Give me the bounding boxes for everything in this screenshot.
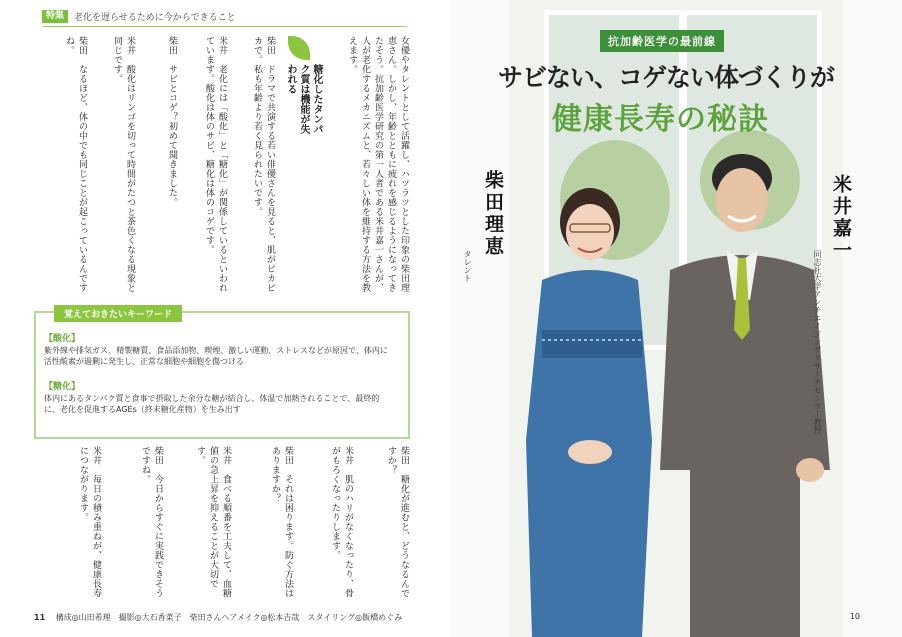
keyword-box: [34, 311, 410, 439]
curtain: [842, 0, 902, 637]
subtitle: 健康長寿の秘訣: [552, 102, 769, 137]
keyword-term: 【糖化】: [44, 382, 81, 392]
page-number: 10: [849, 612, 860, 621]
article-column: 柴田 ドラマで共演する若い俳優さんを見ると、肌がピカピカで。私も年齢より若く見られたいです。: [252, 36, 275, 293]
page-footer: [34, 612, 402, 623]
header-divider: [42, 26, 407, 27]
person-name: 米井嘉一: [830, 174, 852, 262]
keyword-definition: 体内にあるタンパク質と食事で摂取した余分な糖が結合し、体温で加熱されることで、最終的に、老化を促進するAGEs（終末糖化産物）を生み出す: [44, 394, 380, 414]
curtain: [450, 0, 510, 637]
page-header: [42, 9, 402, 23]
keyword-definition: 紫外線や排気ガス、精製糖質、食品添加物、喫煙、激しい運動、ストレスなどが原因で、体内に活性酸素が過剰に発生し、正常な細胞や細胞を傷つける: [44, 346, 388, 366]
woman-photo: [502, 180, 672, 637]
header-title: 老化を遅らせるために今からできること: [74, 12, 236, 23]
heading-text: 糖化したタンパク質は機能が失われる: [285, 64, 322, 134]
section-tag: 特集: [42, 10, 68, 23]
article-column: 米井 毎日の積み重ねが、健康長寿につながります。: [78, 446, 101, 598]
person-role: 同志社大学アンチエイジングリサーチセンター教授: [813, 250, 822, 434]
article-column: 柴田 それは困ります。防ぐ方法はありますか？: [270, 446, 293, 598]
article-column: 米井 酸化はリンゴを切って時間がたつと茶色くなる現象と同じです。: [112, 36, 135, 293]
keyword-box-title: 覚えておきたいキーワード: [54, 305, 182, 322]
article-column: 柴田 今日からすぐに実践できそうですね。: [140, 446, 163, 598]
article-column: 米井 肌のハリがなくなったり、骨がもろくなったりします。: [330, 446, 353, 598]
keyword-term: 【酸化】: [44, 334, 81, 344]
article-column: 女優やタレントとして活躍し、ハツラツとした印象の柴田理恵さん。しかし、年齢とともに疲れを感じるようになってきたそう。抗加齢医学研究の第一人者である米井嘉一さんが、人が老化するメカニズムと、若々しい体を維持する方法を教えます。: [347, 36, 409, 293]
person-name: 柴田理恵: [482, 170, 504, 258]
section-heading: [278, 36, 332, 136]
supertitle-badge: 抗加齢医学の最前線: [600, 30, 724, 52]
credits: 構成◎山田希理 撮影◎大石香菜子 柴田さんヘアメイク◎松本吉哉 スタイリング◎飯橋めぐみ: [55, 613, 403, 622]
left-page: [0, 0, 450, 637]
article-column: 柴田 糖化が進むと、どうなるんですか？: [386, 446, 409, 598]
article-column: 米井 食べる順番を工夫して、血糖値の急上昇を抑えることが大切です。: [195, 446, 231, 598]
main-title: サビない、コゲない体づくりが: [498, 63, 835, 92]
article-column: 米井 老化には「酸化」と「糖化」が関係しているといわれています。酸化は体のサビ、糖化は体のコゲです。: [204, 36, 227, 293]
right-page: [450, 0, 902, 637]
article-column: 柴田 なるほど、体の中でも同じことが起こっているんですね。: [64, 36, 87, 293]
leaf-icon: [288, 36, 310, 60]
page-number: 11: [34, 613, 46, 622]
person-role: タレント: [463, 250, 472, 282]
article-column: 柴田 サビとコゲ？初めて聞きました。: [167, 36, 177, 207]
